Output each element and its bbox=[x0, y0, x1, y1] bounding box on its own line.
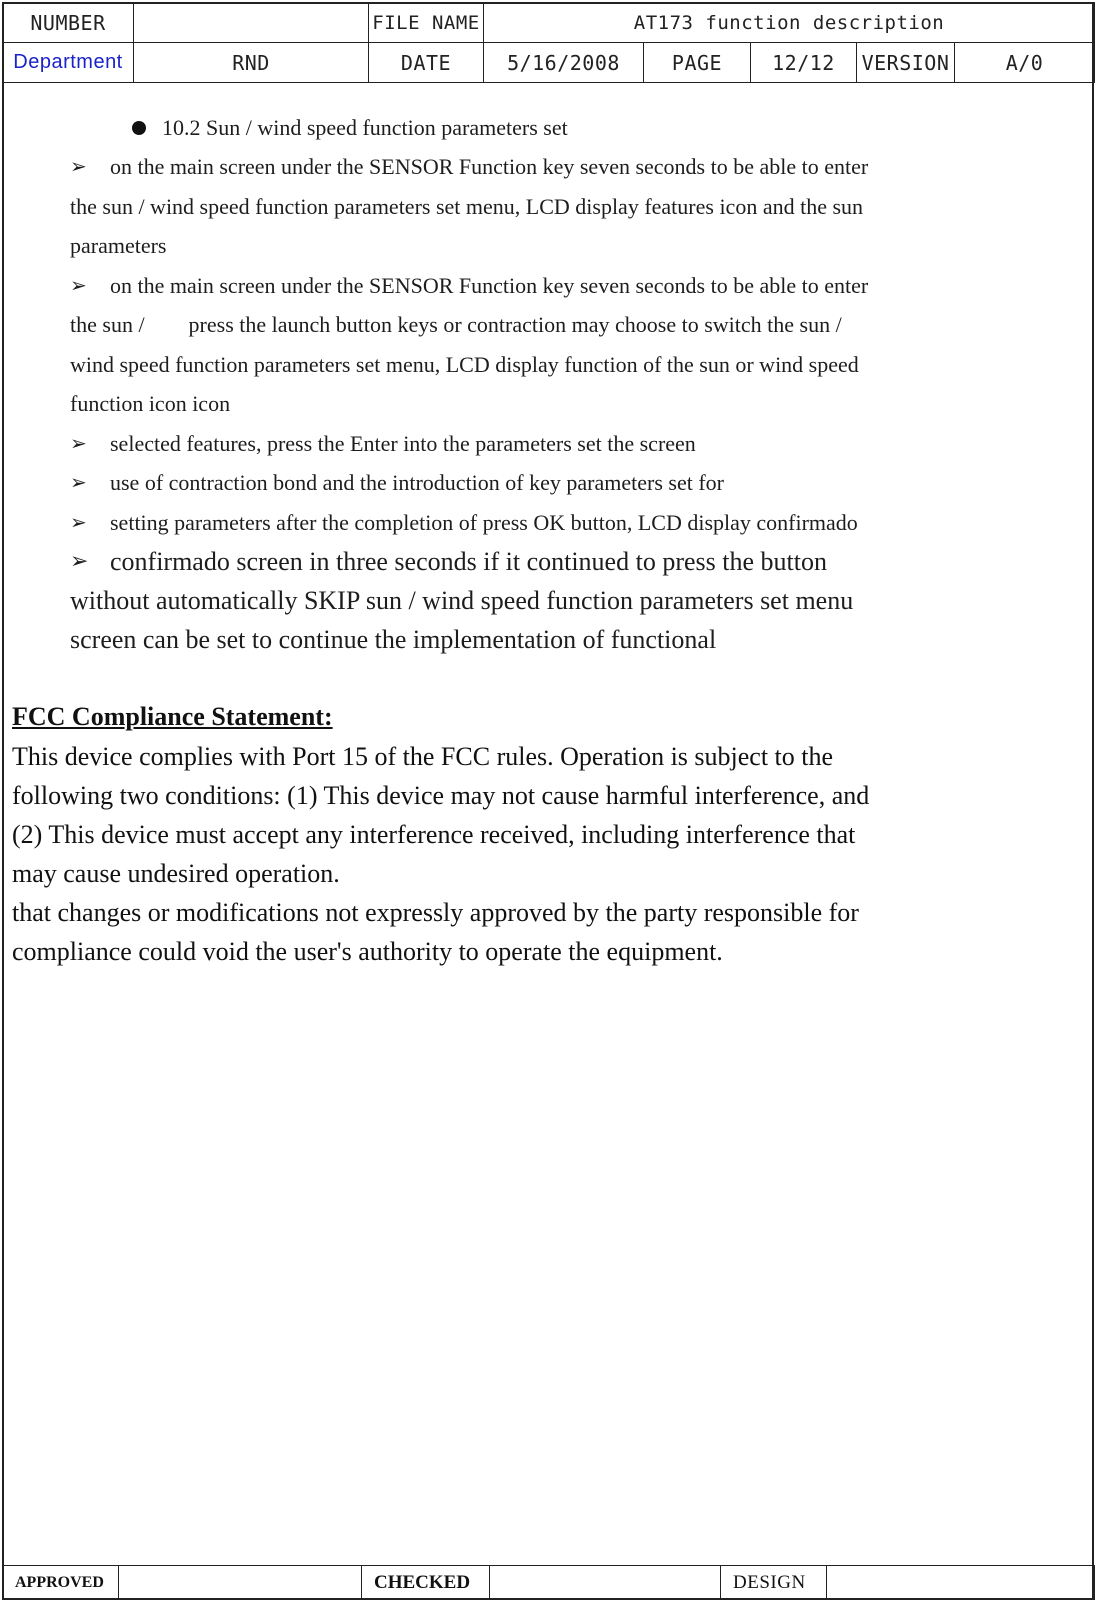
design-value bbox=[827, 1566, 1095, 1600]
fcc-title: FCC Compliance Statement: bbox=[12, 702, 333, 731]
page-label: PAGE bbox=[644, 43, 751, 83]
list-item-line: parameters bbox=[70, 233, 167, 258]
list-item bbox=[12, 463, 1082, 503]
list-item-line: screen can be set to continue the implementation of functional bbox=[70, 625, 717, 654]
list-item bbox=[12, 503, 1082, 543]
file-name-value: AT173 function description bbox=[484, 3, 1095, 43]
arrow-bullet-icon: ➢ bbox=[70, 430, 87, 455]
list-item-first-line: setting parameters after the completion of press OK button, LCD display confirmado bbox=[110, 509, 858, 535]
arrow-bullet-icon: ➢ bbox=[70, 154, 87, 178]
arrow-bullet-icon: ➢ bbox=[70, 272, 87, 297]
list-item-first-line: on the main screen under the SENSOR Function key seven seconds to be able to enter bbox=[110, 154, 869, 179]
list-item-line: the sun / press the launch button keys or contraction may choose to switch the sun / bbox=[70, 312, 842, 337]
arrow-bullet-icon: ➢ bbox=[70, 549, 89, 574]
list-item-line: wind speed function parameters set menu, LCD display function of the sun or wind speed bbox=[70, 351, 859, 377]
fcc-line: compliance could void the user's authority to operate the equipment. bbox=[12, 937, 723, 966]
header-row-2 bbox=[3, 43, 1095, 83]
checked-label: CHECKED bbox=[362, 1566, 490, 1600]
version-value: A/0 bbox=[955, 43, 1095, 83]
date-label: DATE bbox=[369, 43, 484, 83]
approved-label: APPROVED bbox=[3, 1566, 119, 1600]
header-row-1 bbox=[3, 3, 1095, 43]
number-label: NUMBER bbox=[3, 3, 134, 43]
fcc-line: This device complies with Port 15 of the FCC rules. Operation is subject to the bbox=[12, 742, 834, 771]
section-heading-text: 10.2 Sun / wind speed function parameters set bbox=[162, 115, 568, 140]
date-value: 5/16/2008 bbox=[484, 43, 644, 83]
list-item bbox=[12, 147, 1082, 266]
footer-table bbox=[2, 1565, 1095, 1600]
fcc-line: following two conditions: (1) This device may not cause harmful interference, and bbox=[12, 781, 870, 810]
version-label: VERSION bbox=[857, 43, 955, 83]
approved-value bbox=[119, 1566, 362, 1600]
section-heading bbox=[12, 108, 1082, 147]
list-item-line: the sun / wind speed function parameters set menu, LCD display features icon and the sun bbox=[70, 193, 864, 219]
fcc-line: that changes or modifications not expressly approved by the party responsible for bbox=[12, 898, 859, 927]
list-item-first-line: use of contraction bond and the introduction of key parameters set for bbox=[110, 470, 724, 495]
list-item-first-line: confirmado screen in three seconds if it continued to press the button bbox=[110, 547, 827, 576]
page-value: 12/12 bbox=[751, 43, 857, 83]
fcc-line: (2) This device must accept any interference received, including interference that bbox=[12, 820, 856, 849]
list-item bbox=[12, 266, 1082, 424]
department-label: Department bbox=[3, 43, 134, 83]
design-label: DESIGN bbox=[721, 1566, 827, 1600]
document-body bbox=[12, 108, 1082, 971]
list-item bbox=[12, 542, 1082, 659]
arrow-bullet-icon: ➢ bbox=[70, 470, 87, 494]
file-name-label: FILE NAME bbox=[369, 3, 484, 43]
fcc-statement bbox=[12, 737, 1082, 971]
list-item-line: without automatically SKIP sun / wind speed function parameters set menu bbox=[70, 586, 854, 615]
header-table bbox=[2, 2, 1095, 83]
arrow-bullet-icon: ➢ bbox=[70, 509, 87, 534]
bullet-dot-icon bbox=[132, 121, 146, 135]
department-value: RND bbox=[134, 43, 369, 83]
list-item-first-line: selected features, press the Enter into the parameters set the screen bbox=[110, 430, 696, 456]
list-item-first-line: on the main screen under the SENSOR Function key seven seconds to be able to enter bbox=[110, 272, 869, 298]
checked-value bbox=[490, 1566, 721, 1600]
footer-row bbox=[3, 1566, 1095, 1600]
fcc-line: may cause undesired operation. bbox=[12, 859, 340, 888]
number-value bbox=[134, 3, 369, 43]
list-item-line: function icon icon bbox=[70, 391, 231, 416]
list-item bbox=[12, 424, 1082, 464]
